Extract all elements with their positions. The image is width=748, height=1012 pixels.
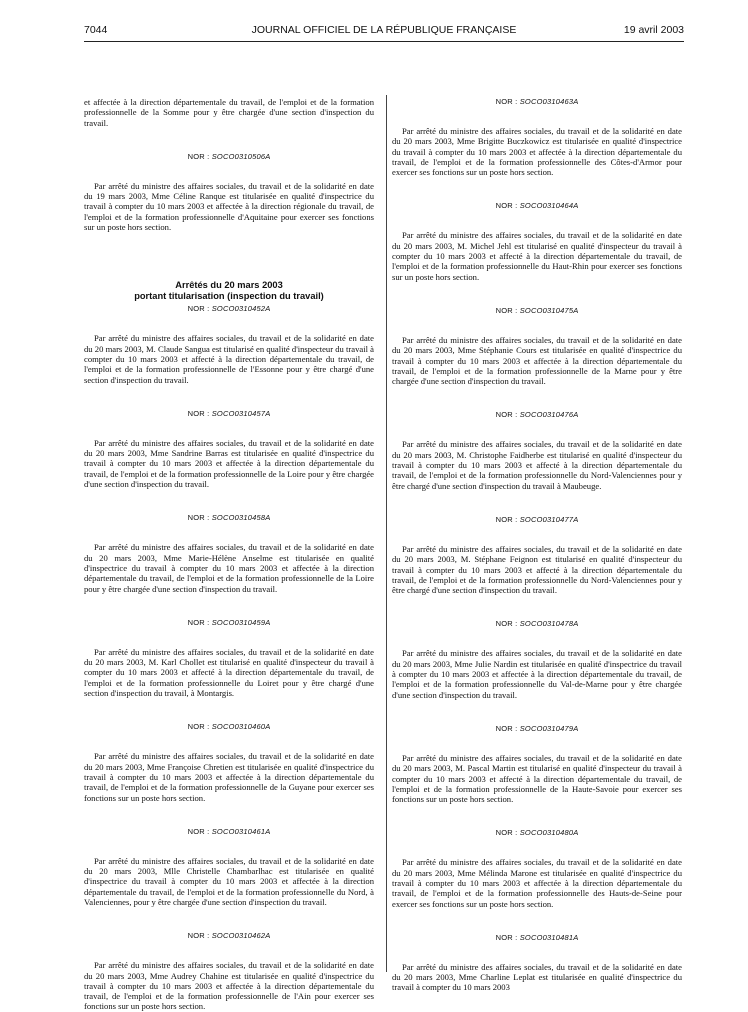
nor-label: NOR :: [495, 201, 518, 211]
decree-paragraph: Par arrêté du ministre des affaires sociales, du travail et de la solidarité en date du 20 mars 2003, Mme Mélinda Marone est titularisée en qualité d'inspectrice du travail à compter du 10 mars 2003 et affectée à la direction départementale du travail, de l'emploi et de la formation professionnelle des Hauts-de-Seine pour exercer ses fonctions sur un poste hors section.: [392, 857, 682, 909]
nor-label: NOR :: [187, 513, 210, 523]
section-title-line-2: portant titularisation (inspection du travail): [134, 291, 324, 302]
nor-label: NOR :: [495, 619, 518, 629]
decree-paragraph: Par arrêté du ministre des affaires sociales, du travail et de la solidarité en date du 20 mars 2003, Mme Marie-Hélène Anselme est titularisée en qualité d'inspectrice du travail à compter du 10 mars 2003 et affectée à la direction départementale du travail, de l'emploi et de la formation professionnelle de la Loire pour y être chargée d'une section d'inspection du travail.: [84, 542, 374, 594]
nor-code: SOCO0310461A: [211, 826, 271, 836]
nor-label: NOR :: [495, 305, 518, 315]
nor-label: NOR :: [495, 932, 518, 942]
decree-paragraph: Par arrêté du ministre des affaires sociales, du travail et de la solidarité en date du 20 mars 2003, Mlle Christelle Chambarlhac est titularisée en qualité d'inspectrice du travail à compter du 10 mars 2003 et affectée à la direction départementale du travail, de l'emploi et de la formation professionnelle du Nord, à Valenciennes, pour y être chargée d'une section d'inspection du travail.: [84, 855, 374, 907]
nor-reference: [392, 724, 682, 733]
nor-code: SOCO0310459A: [211, 617, 271, 627]
publication-date: 19 avril 2003: [623, 24, 684, 36]
decree-paragraph: Par arrêté du ministre des affaires sociales, du travail et de la solidarité en date du 20 mars 2003, M. Pascal Martin est titularisé en qualité d'inspecteur du travail à compter du 10 mars 2003 et affecté à la direction départementale du travail, de l'emploi et de la formation professionnelle de la Haute-Savoie pour exercer ses fonctions sur un poste hors section.: [392, 752, 682, 805]
decree-paragraph: Par arrêté du ministre des affaires sociales, du travail et de la solidarité en date du 20 mars 2003, Mme Audrey Chahine est titularisée en qualité d'inspectrice du travail à compter du 10 mars 2003 et affectée à la direction départementale du travail, de l'emploi et de la formation professionnelle de l'Ain pour exercer ses fonctions sur un poste hors section.: [84, 960, 374, 1012]
decree-paragraph: Par arrêté du ministre des affaires sociales, du travail et de la solidarité en date du 20 mars 2003, Mme Charline Leplat est titularisée en qualité d'inspectrice du travail à compter du 10 mars 2003: [392, 961, 682, 993]
nor-reference: [392, 306, 682, 315]
right-column: [392, 97, 682, 993]
nor-label: NOR :: [495, 723, 518, 733]
nor-label: NOR :: [187, 408, 210, 418]
nor-code: SOCO0310475A: [519, 305, 579, 315]
nor-reference: [392, 933, 682, 942]
nor-reference: [84, 827, 374, 836]
nor-code: SOCO0310480A: [519, 828, 579, 838]
nor-code: SOCO0310452A: [211, 304, 271, 314]
nor-label: NOR :: [495, 97, 518, 106]
nor-code: SOCO0310479A: [519, 723, 579, 733]
nor-reference: [84, 304, 374, 313]
nor-label: NOR :: [187, 931, 210, 941]
nor-label: NOR :: [495, 410, 518, 420]
decree-paragraph: Par arrêté du ministre des affaires sociales, du travail et de la solidarité en date du 20 mars 2003, Mme Brigitte Buczkowicz est titularisée en qualité d'inspectrice du travail à compter du 10 mars 2003 et affectée à la direction départementale du travail, de l'emploi et de la formation professionnelle des Côtes-d'Armor pour exercer ses fonctions sur un poste hors section.: [392, 126, 682, 178]
nor-reference: [84, 618, 374, 627]
decree-paragraph: Par arrêté du ministre des affaires sociales, du travail et de la solidarité en date du 20 mars 2003, Mme Sandrine Barras est titularisée en qualité d'inspectrice du travail à compter du 10 mars 2003 et affectée à la direction départementale du travail, de l'emploi et de la formation professionnelle de la Loire pour y être chargée d'une section d'inspection du travail.: [84, 437, 374, 490]
section-title-line-1: Arrêtés du 20 mars 2003: [175, 280, 283, 291]
nor-reference: [392, 410, 682, 419]
decree-paragraph: Par arrêté du ministre des affaires sociales, du travail et de la solidarité en date du 20 mars 2003, M. Michel Jehl est titularisé en qualité d'inspecteur du travail à compter du 10 mars 2003 et affecté à la direction départementale du travail, de l'emploi et de la formation professionnelle du Haut-Rhin pour exercer ses fonctions sur un poste hors section.: [392, 230, 682, 282]
header-rule: [84, 41, 684, 42]
page-number: 7044: [84, 24, 108, 36]
section-title: [84, 280, 374, 302]
nor-reference: [392, 619, 682, 628]
page-header: [84, 24, 684, 40]
decree-paragraph: Par arrêté du ministre des affaires sociales, du travail et de la solidarité en date du 19 mars 2003, Mme Céline Ranque est titularisée en qualité d'inspectrice du travail à compter du 10 mars 2003 et affectée à la direction régionale du travail, de l'emploi et de la formation professionnelle d'Aquitaine pour exercer ses fonctions sur un poste hors section.: [84, 180, 374, 233]
nor-code: SOCO0310463A: [519, 97, 579, 106]
nor-reference: [84, 722, 374, 731]
nor-reference: [392, 201, 682, 210]
nor-code: SOCO0310462A: [211, 931, 271, 941]
column-divider: [386, 95, 387, 972]
nor-code: SOCO0310477A: [519, 514, 579, 524]
nor-label: NOR :: [495, 828, 518, 838]
decree-paragraph: Par arrêté du ministre des affaires sociales, du travail et de la solidarité en date du 20 mars 2003, M. Stéphane Feignon est titularisé en qualité d'inspecteur du travail à compter du 10 mars 2003 et affecté à la direction départementale du travail, de l'emploi et de la formation professionnelle du Nord-Valenciennes pour y être chargé d'une section d'inspection du travail.: [392, 543, 682, 596]
decree-paragraph: Par arrêté du ministre des affaires sociales, du travail et de la solidarité en date du 20 mars 2003, Mme Françoise Chretien est titularisée en qualité d'inspectrice du travail à compter du 10 mars 2003 et affectée à la direction départementale du travail, de l'emploi et de la formation professionnelle de la Guyane pour exercer ses fonctions sur un poste hors section.: [84, 751, 374, 803]
decree-paragraph: Par arrêté du ministre des affaires sociales, du travail et de la solidarité en date du 20 mars 2003, M. Claude Sangua est titularisé en qualité d'inspecteur du travail à compter du 10 mars 2003 et affecté à la direction départementale du travail, de l'emploi et de la formation professionnelle de l'Essonne pour y être chargé d'une section d'inspection du travail.: [84, 333, 374, 385]
nor-reference: [84, 513, 374, 522]
nor-code: SOCO0310478A: [519, 619, 579, 629]
decree-paragraph: Par arrêté du ministre des affaires sociales, du travail et de la solidarité en date du 20 mars 2003, Mme Stéphanie Cours est titularisée en qualité d'inspectrice du travail à compter du 10 mars 2003 et affectée à la direction départementale du travail, de l'emploi et de la formation professionnelle de la Marne pour y être chargée d'une section d'inspection du travail.: [392, 334, 682, 387]
left-column: [84, 97, 374, 1012]
nor-code: SOCO0310457A: [211, 408, 271, 418]
nor-code: SOCO0310460A: [211, 722, 271, 732]
decree-paragraph: Par arrêté du ministre des affaires sociales, du travail et de la solidarité en date du 20 mars 2003, M. Christophe Faidherbe est titularisé en qualité d'inspecteur du travail à compter du 10 mars 2003 et affecté à la direction départementale du travail, de l'emploi et de la formation professionnelle du Nord-Valenciennes pour y être chargé d'une section d'inspection du travail à Maubeuge.: [392, 439, 682, 491]
nor-reference: [392, 828, 682, 837]
journal-title: JOURNAL OFFICIEL DE LA RÉPUBLIQUE FRANÇAISE: [251, 24, 517, 36]
nor-reference: [84, 409, 374, 418]
nor-code: SOCO0310464A: [519, 201, 579, 211]
nor-code: SOCO0310458A: [211, 513, 271, 523]
nor-reference: [392, 515, 682, 524]
nor-label: NOR :: [187, 151, 210, 161]
nor-code: SOCO0310506A: [211, 151, 271, 161]
nor-label: NOR :: [495, 514, 518, 524]
nor-reference: [84, 152, 374, 161]
nor-code: SOCO0310476A: [519, 410, 579, 420]
nor-reference: [84, 931, 374, 940]
nor-label: NOR :: [187, 722, 210, 732]
nor-label: NOR :: [187, 617, 210, 627]
nor-code: SOCO0310481A: [519, 932, 579, 942]
decree-paragraph: Par arrêté du ministre des affaires sociales, du travail et de la solidarité en date du 20 mars 2003, Mme Julie Nardin est titularisée en qualité d'inspectrice du travail à compter du 10 mars 2003 et affectée à la direction départementale du travail, de l'emploi et de la formation professionnelle du Val-de-Marne pour y être chargée d'une section d'inspection du travail.: [392, 648, 682, 700]
decree-paragraph: Par arrêté du ministre des affaires sociales, du travail et de la solidarité en date du 20 mars 2003, M. Karl Chollet est titularisé en qualité d'inspecteur du travail à compter du 10 mars 2003 et affecté à la direction départementale du travail, de l'emploi et de la formation professionnelle du Loiret pour y être chargé d'une section d'inspection du travail, à Montargis.: [84, 646, 374, 699]
nor-reference: [392, 97, 682, 106]
nor-label: NOR :: [187, 304, 210, 314]
continued-paragraph: et affectée à la direction départementale du travail, de l'emploi et de la formation professionnelle de la Somme pour y être chargée d'une section d'inspection du travail.: [84, 97, 374, 128]
nor-label: NOR :: [187, 826, 210, 836]
